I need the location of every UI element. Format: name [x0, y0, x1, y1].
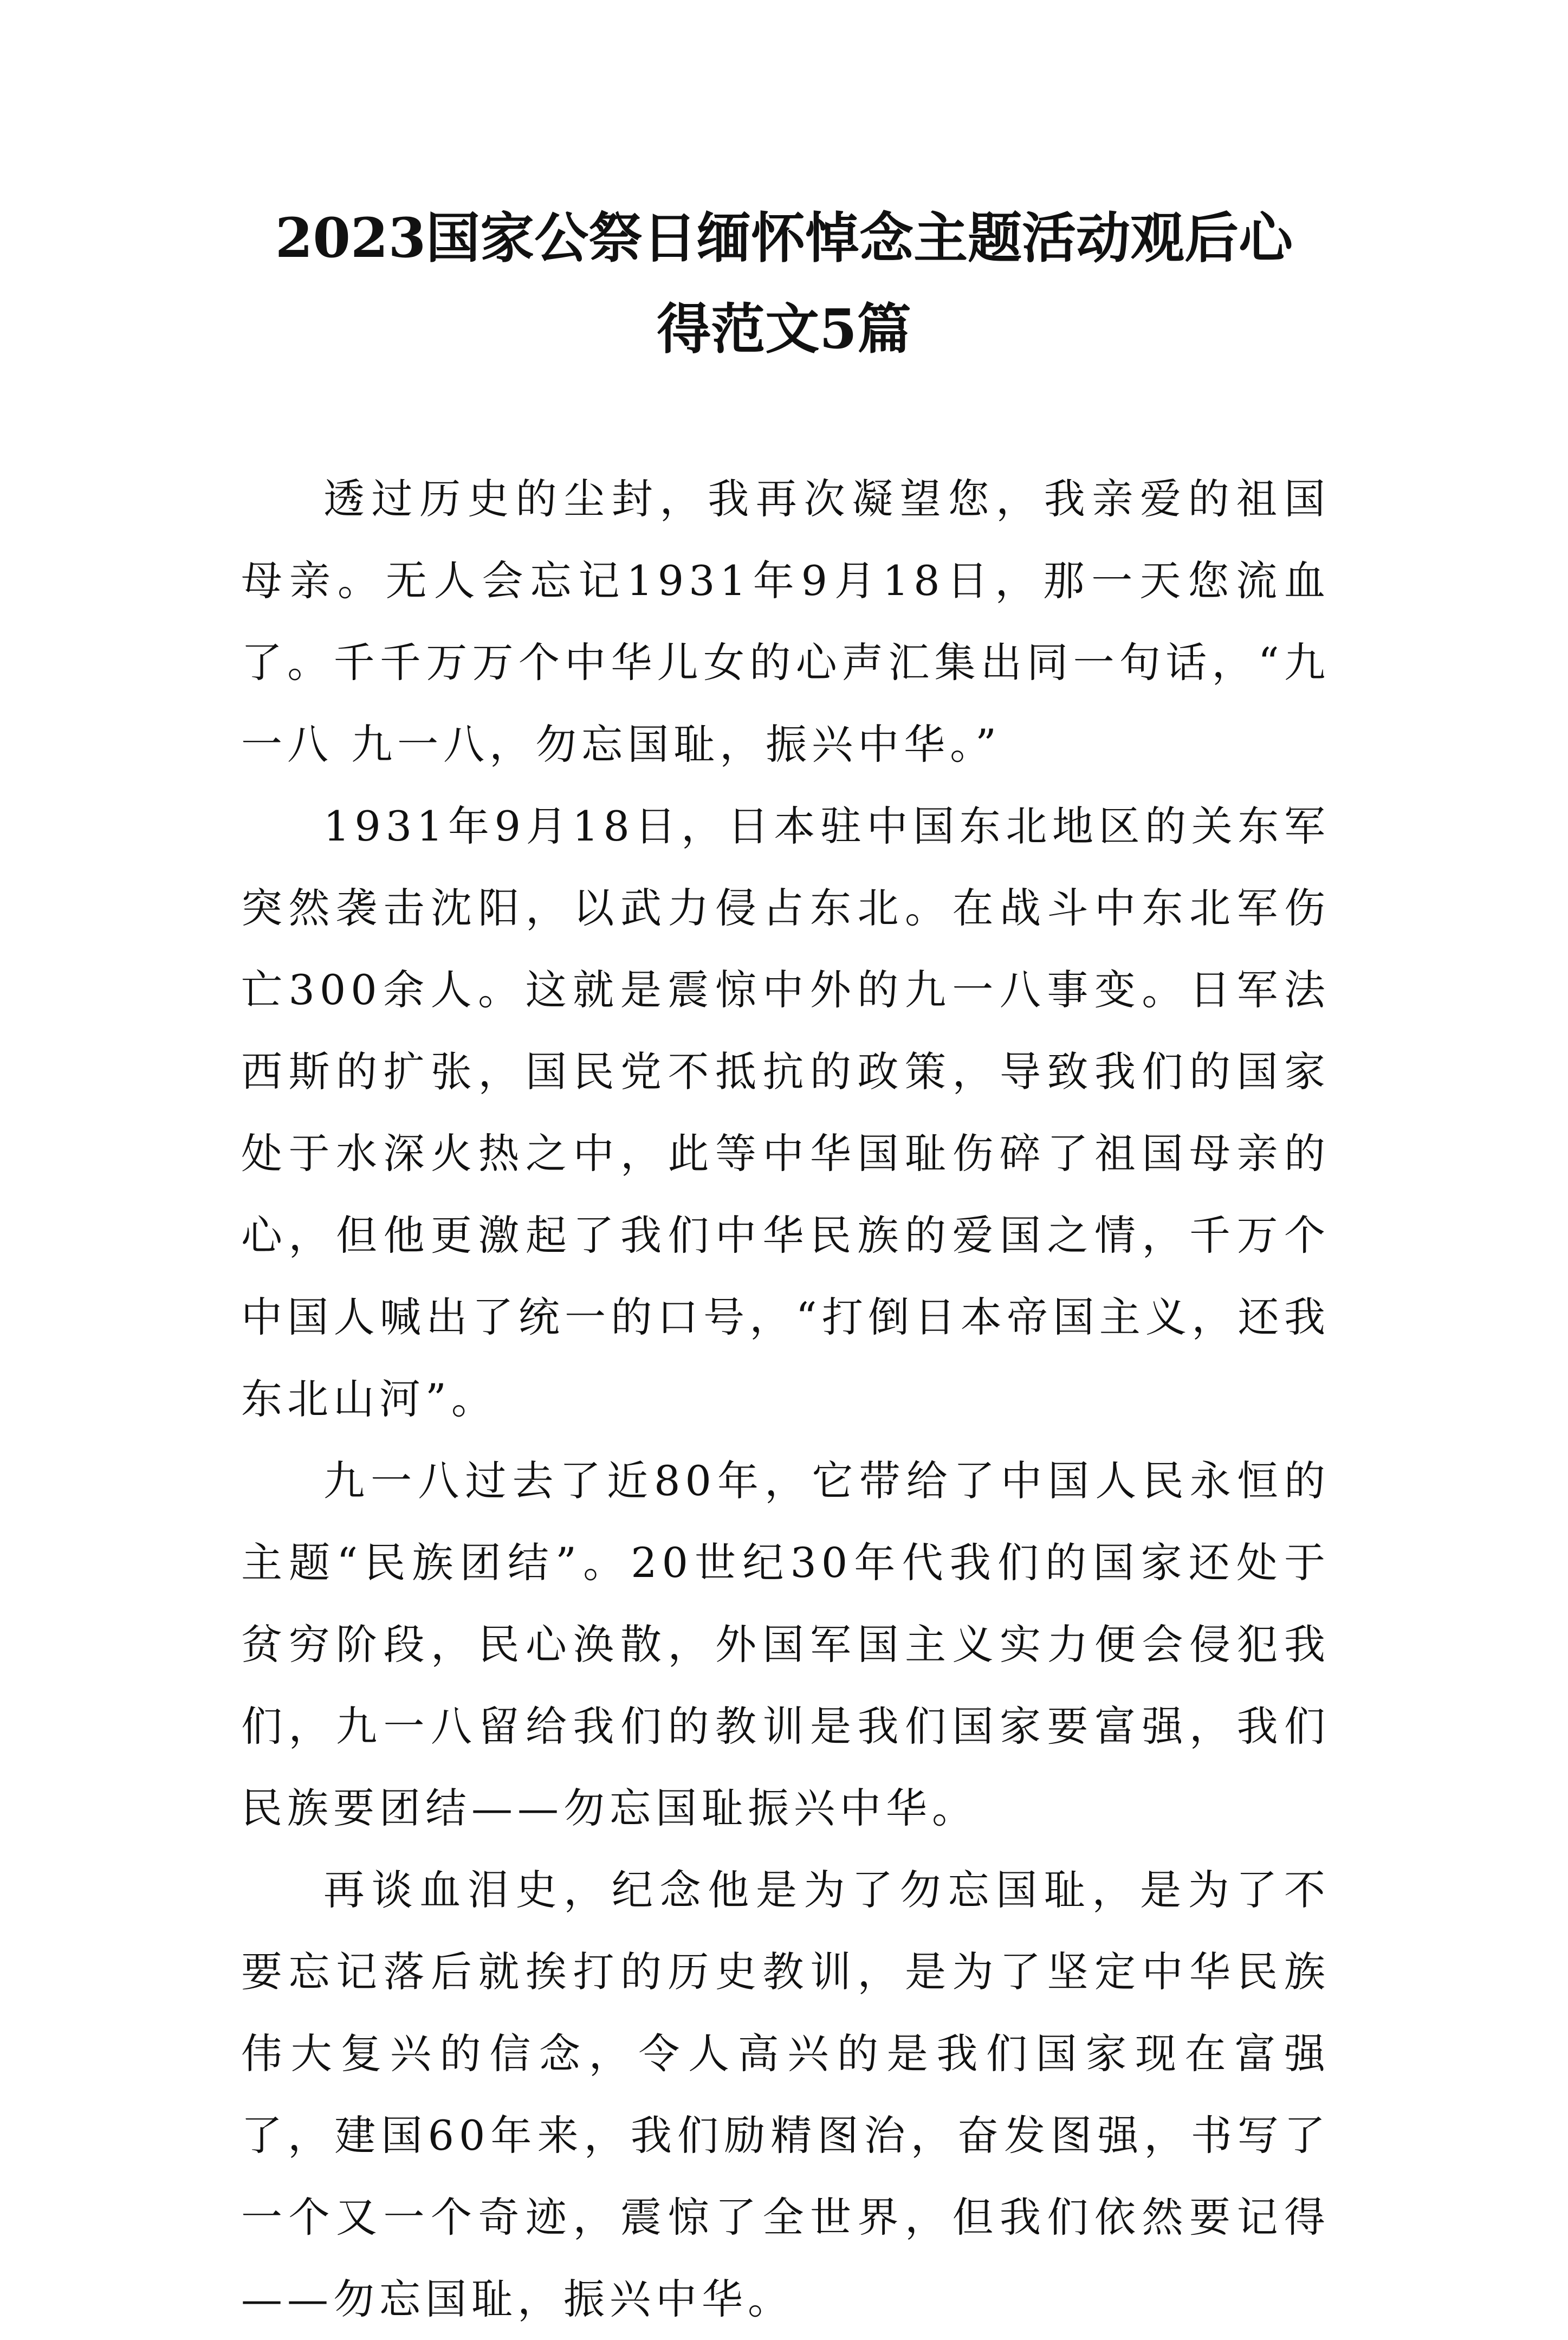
paragraph-2: 1931年9月18日，日本驻中国东北地区的关东军突然袭击沈阳，以武力侵占东北。在战斗中东北军伤亡300余人。这就是震惊中外的九一八事变。日军法西斯的扩张，国民党不抵抗的政策，导致我们的国家处于水深火热之中，此等中华国耻伤碎了祖国母亲的心，但他更激起了我们中华民族的爱国之情，千万个中国人喊出了统一的口号，“打倒日本帝国主义，还我东北山河”。: [241, 802, 1330, 1423]
title-line-2: 得范文5篇: [657, 297, 911, 361]
document-body: [241, 458, 1330, 2340]
paragraph-4: 再谈血泪史，纪念他是为了勿忘国耻，是为了不要忘记落后就挨打的历史教训，是为了坚定中华民族伟大复兴的信念，令人高兴的是我们国家现在富强了，建国60年来，我们励精图治，奋发图强，书写了一个又一个奇迹，震惊了全世界，但我们依然要记得——勿忘国耻，振兴中华。: [241, 1866, 1330, 2323]
paragraph-1: 透过历史的尘封，我再次凝望您，我亲爱的祖国母亲。无人会忘记1931年9月18日，那一天您流血了。千千万万个中华儿女的心声汇集出同一句话，“九一八 九一八，勿忘国耻，振兴中华。”: [241, 475, 1330, 768]
title-line-1: 2023国家公祭日缅怀悼念主题活动观后心: [275, 206, 1293, 270]
paragraph-3: 九一八过去了近80年，它带给了中国人民永恒的主题“民族团结”。20世纪30年代我们的国家还处于贫穷阶段，民心涣散，外国军国主义实力便会侵犯我们，九一八留给我们的教训是我们国家要富强，我们民族要团结——勿忘国耻振兴中华。: [241, 1457, 1330, 1832]
document-title: [163, 192, 1405, 374]
